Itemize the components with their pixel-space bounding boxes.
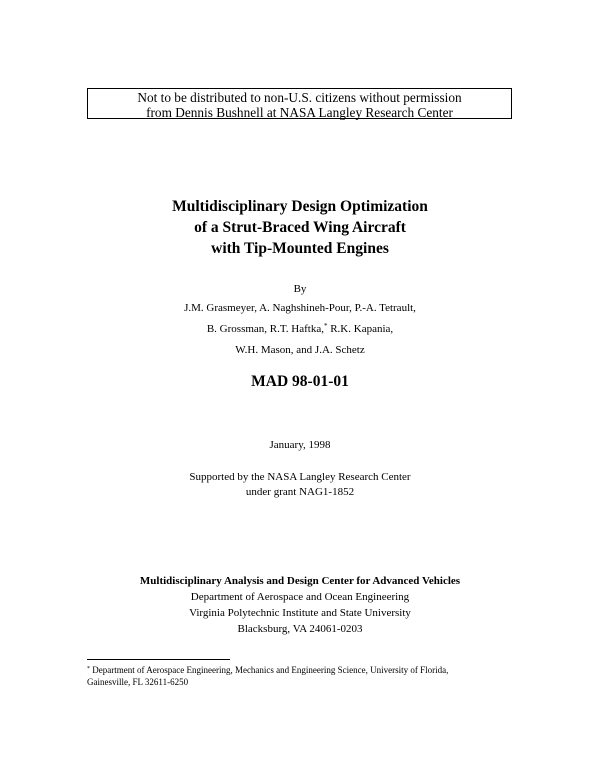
footnote-text-1: Department of Aerospace Engineering, Mechanics and Engineering Science, University of Florida, xyxy=(90,665,449,675)
footnote xyxy=(87,664,517,688)
distribution-notice xyxy=(87,88,512,119)
byline: By xyxy=(293,283,307,295)
footnote-line-1 xyxy=(87,664,517,676)
support-line-2: under grant NAG1-1852 xyxy=(245,486,355,498)
affiliation-block xyxy=(0,573,600,637)
authors-line-2 xyxy=(0,319,600,340)
notice-line-2: from Dennis Bushnell at NASA Langley Research Center xyxy=(146,105,453,120)
center-name: Multidisciplinary Analysis and Design Center for Advanced Vehicles xyxy=(139,575,461,587)
support-statement xyxy=(0,470,600,500)
title-line-3: with Tip-Mounted Engines xyxy=(211,240,389,257)
publication-date: January, 1998 xyxy=(269,439,331,451)
document-title xyxy=(0,196,600,259)
footnote-marker: * xyxy=(323,322,328,330)
authors-line-2-start: B. Grossman, R.T. Haftka, xyxy=(206,323,324,335)
authors-line-2-end: R.K. Kapania, xyxy=(327,323,394,335)
title-line-2: of a Strut-Braced Wing Aircraft xyxy=(194,219,406,236)
institution-name: Virginia Polytechnic Institute and State University xyxy=(189,607,411,619)
authors-line-3: W.H. Mason, and J.A. Schetz xyxy=(235,344,365,356)
notice-line-1: Not to be distributed to non-U.S. citizens without permission xyxy=(137,90,462,105)
department-name: Department of Aerospace and Ocean Engineering xyxy=(190,591,410,603)
footnote-line-2: Gainesville, FL 32611-6250 xyxy=(87,677,189,687)
footnote-mark: * xyxy=(87,666,90,672)
author-list xyxy=(0,298,600,361)
title-line-1: Multidisciplinary Design Optimization xyxy=(172,198,428,215)
support-line-1: Supported by the NASA Langley Research Center xyxy=(189,471,411,483)
authors-line-1: J.M. Grasmeyer, A. Naghshineh-Pour, P.-A. Tetrault, xyxy=(184,302,416,314)
footnote-divider xyxy=(87,659,230,660)
report-number: MAD 98-01-01 xyxy=(251,373,349,390)
institution-location: Blacksburg, VA 24061-0203 xyxy=(237,623,363,635)
